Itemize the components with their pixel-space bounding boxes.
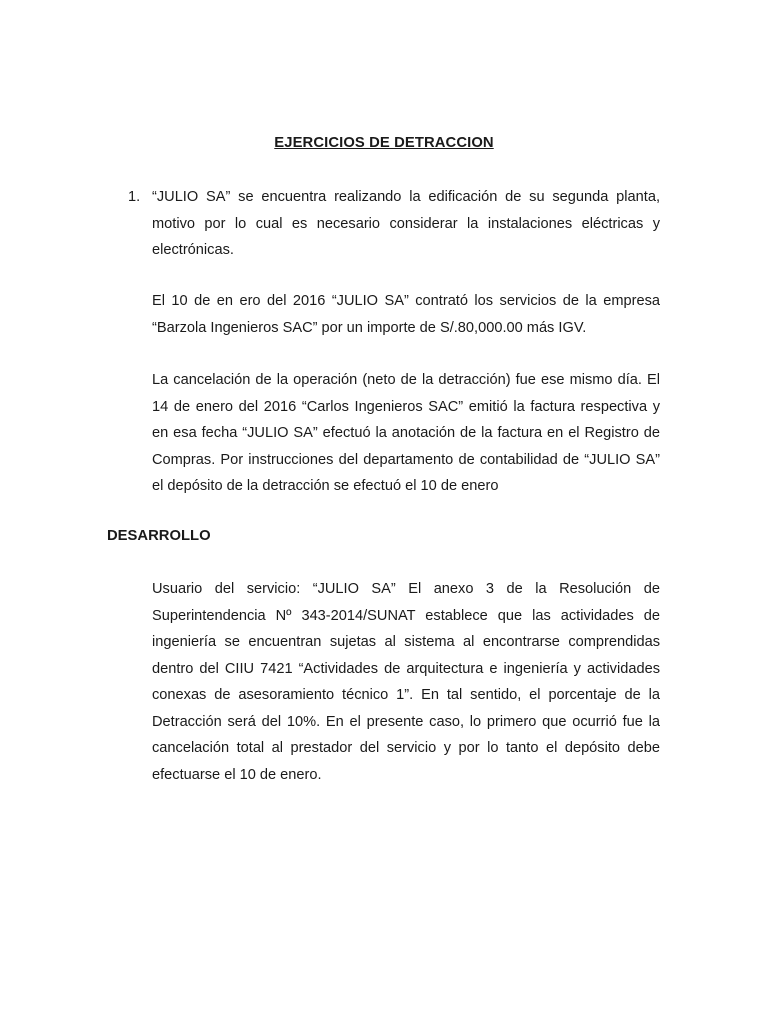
exercise-item xyxy=(128,184,660,264)
exercise-number: 1. xyxy=(128,189,141,205)
exercise-paragraph-cancellation: La cancelación de la operación (neto de la detracción) fue ese mismo día. El 14 de enero del 2016 “Carlos Ingenieros SAC” emitió la factura respectiva y en esa fecha “JULIO SA” efectuó la anotación de la factura en el Registro de Compras. Por instrucciones del departamento de contabilidad de “JULIO SA” el depósito de la detracción se efectuó el 10 de enero xyxy=(152,372,660,494)
section-heading-desarrollo: DESARROLLO xyxy=(107,528,211,544)
exercise-paragraph-contract: El 10 de en ero del 2016 “JULIO SA” contrató los servicios de la empresa “Barzola Ingenieros SAC” por un importe de S/.80,000.00 más IGV. xyxy=(152,293,660,336)
exercise-intro: “JULIO SA” se encuentra realizando la edificación de su segunda planta, motivo por lo cual es necesario considerar la instalaciones eléctricas y electrónicas. xyxy=(152,189,660,258)
development-paragraph: Usuario del servicio: “JULIO SA” El anexo 3 de la Resolución de Superintendencia Nº 343-2014/SUNAT establece que las actividades de ingeniería se encuentran sujetas al sistema al encontrarse comprendidas dentro del CIIU 7421 “Actividades de arquitectura e ingeniería y actividades conexas de asesoramiento técnico 1”. En tal sentido, el porcentaje de la Detracción será del 10%. En el presente caso, lo primero que ocurrió fue la cancelación total al prestador del servicio y por lo tanto el depósito debe efectuarse el 10 de enero. xyxy=(152,581,660,783)
document-title: EJERCICIOS DE DETRACCION xyxy=(274,135,494,151)
